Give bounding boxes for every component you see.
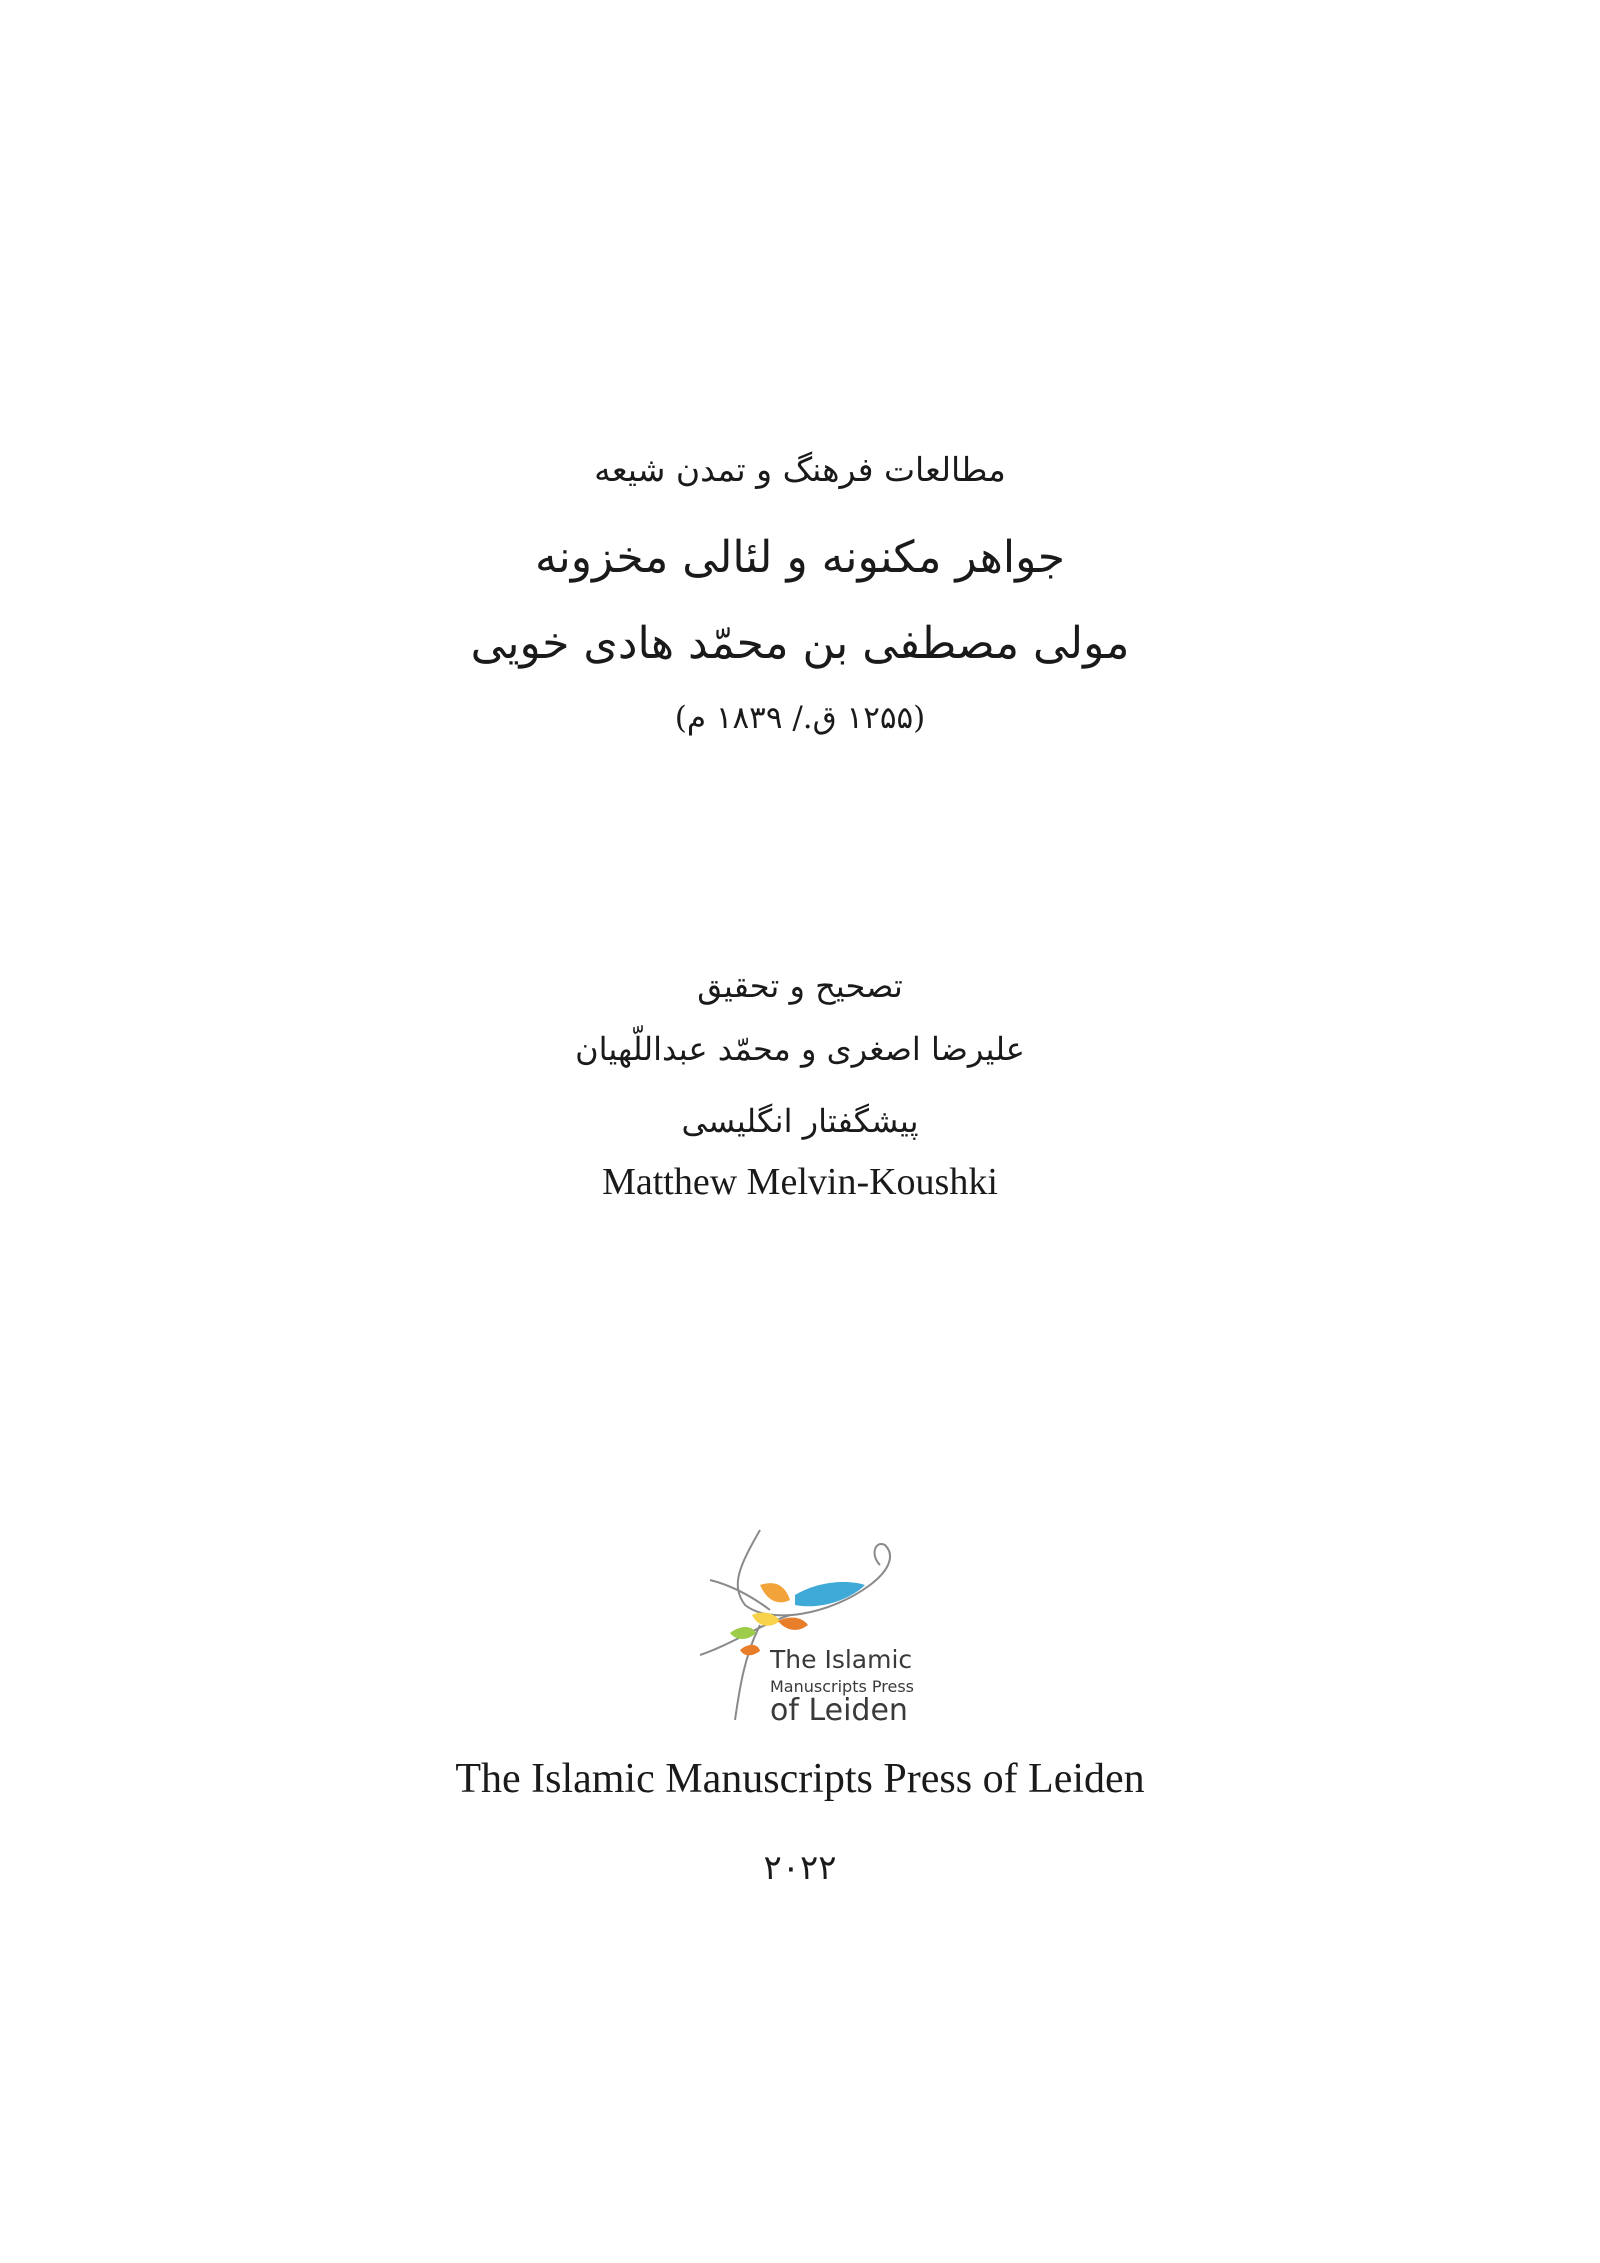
preface-label: پیشگفتار انگلیسی — [681, 1102, 919, 1140]
editing-label: تصحیح و تحقیق — [697, 967, 903, 1005]
publication-year: ۲۰۲۲ — [763, 1848, 837, 1888]
preface-author: Matthew Melvin-Koushki — [602, 1161, 998, 1203]
logo-text-line1: The Islamic — [770, 1645, 913, 1674]
series-title: مطالعات فرهنگ و تمدن شیعه — [594, 450, 1006, 489]
logo-text-line3: of Leiden — [770, 1693, 908, 1728]
editors-names: علیرضا اصغری و محمّد عبداللّهیان — [575, 1030, 1025, 1068]
book-title: جواهر مکنونه و لئالی مخزونه — [534, 532, 1066, 583]
author-dates: (۱۲۵۵ ق./ ۱۸۳۹ م) — [674, 700, 926, 736]
logo-text-line2: Manuscripts Press — [770, 1677, 915, 1696]
publisher-logo — [690, 1525, 920, 1728]
publisher-name: The Islamic Manuscripts Press of Leiden — [455, 1756, 1145, 1802]
book-author: مولی مصطفی بن محمّد هادی خویی — [470, 618, 1130, 669]
